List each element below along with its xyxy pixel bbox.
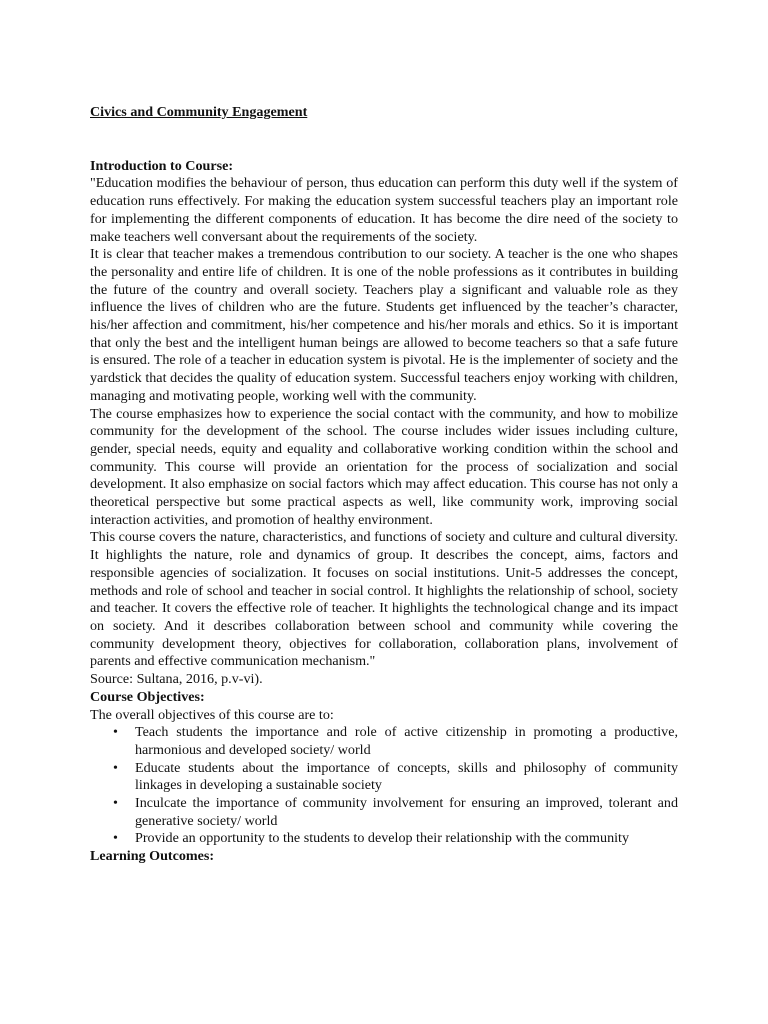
document-title: Civics and Community Engagement <box>90 104 308 120</box>
objective-text: Provide an opportunity to the students to develop their relationship with the community <box>135 830 629 847</box>
outcomes-heading: Learning Outcomes: <box>90 848 215 865</box>
objectives-intro: The overall objectives of this course are to: <box>90 706 334 723</box>
source-citation: Source: Sultana, 2016, p.v-vi). <box>90 671 263 688</box>
intro-paragraph-2: It is clear that teacher makes a tremendous contribution to our society. A teacher is the one who shapes the personality and entire life of children. It is one of the noble professions as it contributes in building the future of the country and overall society. Teachers play a significant and valuable role as they influence the lives of children who are the future. Students get influenced by the teacher’s character, his/her affection and commitment, his/her competence and his/her morals and ethics. So it is important that only the best and the intelligent human beings are allowed to become teachers so that a safe future is ensured. The role of a teacher in education system is pivotal. He is the implementer of society and the yardstick that decides the quality of education system. Successful teachers enjoy working with children, managing and motivating people, working well with the community. <box>90 246 678 404</box>
objective-text: Educate students about the importance of concepts, skills and philosophy of community linkages in developing a sustainable society <box>135 759 678 794</box>
spacer <box>90 122 678 158</box>
intro-paragraph-3: The course emphasizes how to experience the social contact with the community, and how to mobilize community for the development of the school. The course includes wider issues including culture, gender, special needs, equity and equality and collaborative working condition within the school and community. This course will provide an orientation for the process of socialization and social development. It also emphasize on social factors which may affect education. This course has not only a theoretical perspective but some practical aspects as well, like community work, improving social interaction activities, and promotion of healthy environment. <box>90 405 678 528</box>
bullet-icon: • <box>113 830 118 847</box>
bullet-icon: • <box>113 795 118 812</box>
bullet-icon: • <box>113 724 118 741</box>
objective-text: Teach students the importance and role of active citizenship in promoting a productive, harmonious and developed society/ world <box>135 724 678 758</box>
intro-heading: Introduction to Course: <box>90 157 234 174</box>
objective-item <box>113 795 678 830</box>
objective-item <box>113 830 678 848</box>
objective-item <box>113 759 678 795</box>
intro-paragraph-1: "Education modifies the behaviour of person, thus education can perform this duty well if the system of education runs effectively. For making the education system successful teachers play an important role for implementing the different components of education. It has become the dire need of the society to make teachers well conversant about the requirements of the society. <box>90 175 678 245</box>
objective-item <box>113 724 678 759</box>
intro-paragraph-4: This course covers the nature, characteristics, and functions of society and culture and cultural diversity. It highlights the nature, role and dynamics of group. It describes the concept, aims, factors and responsible agencies of socialization. It focuses on social institutions. Unit-5 addresses the concept, methods and role of school and teacher in social control. It highlights the relationship of school, society and teacher. It covers the effective role of teacher. It highlights the technological change and its impact on society. And it describes collaboration between school and community while covering the community development theory, objectives for collaboration, collaboration plans, involvement of parents and effective communication mechanism." <box>90 529 678 670</box>
objectives-list <box>90 724 678 848</box>
bullet-icon: • <box>113 759 118 776</box>
objective-text: Inculcate the importance of community involvement for ensuring an improved, tolerant and generative society/ world <box>135 795 678 829</box>
objectives-heading: Course Objectives: <box>90 688 205 705</box>
